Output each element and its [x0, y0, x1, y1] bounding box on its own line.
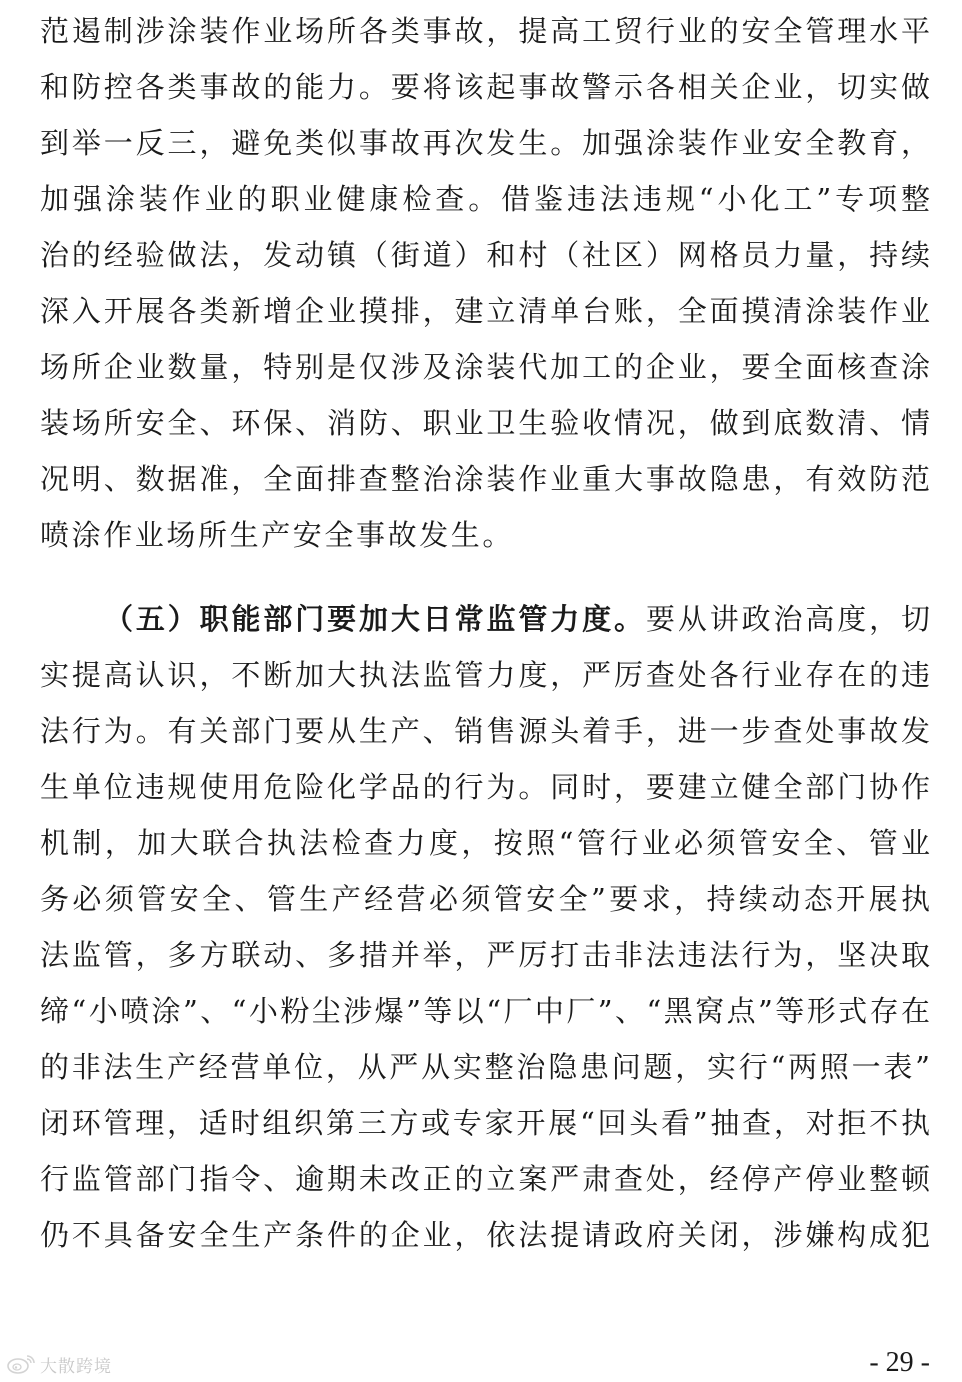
- section-heading-rest: 要从讲政治高度，切: [645, 602, 930, 636]
- paragraph-line: 务必须管安全、管生产经营必须管安全”要求，持续动态开展执: [40, 882, 930, 916]
- paragraph-line: 场所企业数量，特别是仅涉及涂装代加工的企业，要全面核查涂: [40, 350, 930, 384]
- paragraph-line: 法监管，多方联动、多措并举，严厉打击非法违法行为，坚决取: [40, 938, 930, 972]
- paragraph-line: 喷涂作业场所生产安全事故发生。: [40, 518, 515, 552]
- paragraph-line: 生单位违规使用危险化学品的行为。同时，要建立健全部门协作: [40, 770, 930, 804]
- watermark: [6, 1350, 112, 1378]
- page-number: - 29 -: [869, 1347, 930, 1378]
- paragraph-line: 机制，加大联合执法检查力度，按照“管行业必须管安全、管业: [40, 826, 930, 860]
- paragraph-line: 的非法生产经营单位，从严从实整治隐患问题，实行“两照一表”: [40, 1050, 930, 1084]
- section-heading-line: [40, 591, 930, 647]
- paragraph-line: 况明、数据准，全面排查整治涂装作业重大事故隐患，有效防范: [40, 462, 930, 496]
- paragraph-line: 加强涂装作业的职业健康检查。借鉴违法违规“小化工”专项整: [40, 182, 930, 216]
- paragraph-line: 法行为。有关部门要从生产、销售源头着手，进一步查处事故发: [40, 714, 930, 748]
- paragraph-line: 深入开展各类新增企业摸排，建立清单台账，全面摸清涂装作业: [40, 294, 930, 328]
- paragraph-line: 到举一反三，避免类似事故再次发生。加强涂装作业安全教育，: [40, 126, 930, 160]
- paragraph-line: 和防控各类事故的能力。要将该起事故警示各相关企业，切实做: [40, 70, 930, 104]
- paragraph-line: 行监管部门指令、逾期未改正的立案严肃查处，经停产停业整顿: [40, 1162, 930, 1196]
- section-heading: （五）职能部门要加大日常监管力度。: [104, 602, 646, 636]
- paragraph-line: 仍不具备安全生产条件的企业，依法提请政府关闭，涉嫌构成犯: [40, 1218, 930, 1252]
- watermark-text: 大散跨境: [40, 1356, 112, 1377]
- paragraph-line: 缔“小喷涂”、“小粉尘涉爆”等以“厂中厂”、“黑窝点”等形式存在: [40, 994, 930, 1028]
- weibo-logo-icon: [6, 1353, 36, 1375]
- paragraph-line: 实提高认识，不断加大执法监管力度，严厉查处各行业存在的违: [40, 658, 930, 692]
- paragraph-line: 治的经验做法，发动镇（街道）和村（社区）网格员力量，持续: [40, 238, 930, 272]
- paragraph-line: 范遏制涉涂装作业场所各类事故，提高工贸行业的安全管理水平: [40, 14, 930, 48]
- paragraph-line: 闭环管理，适时组织第三方或专家开展“回头看”抽查，对拒不执: [40, 1106, 930, 1140]
- paragraph-line: 装场所安全、环保、消防、职业卫生验收情况，做到底数清、情: [40, 406, 930, 440]
